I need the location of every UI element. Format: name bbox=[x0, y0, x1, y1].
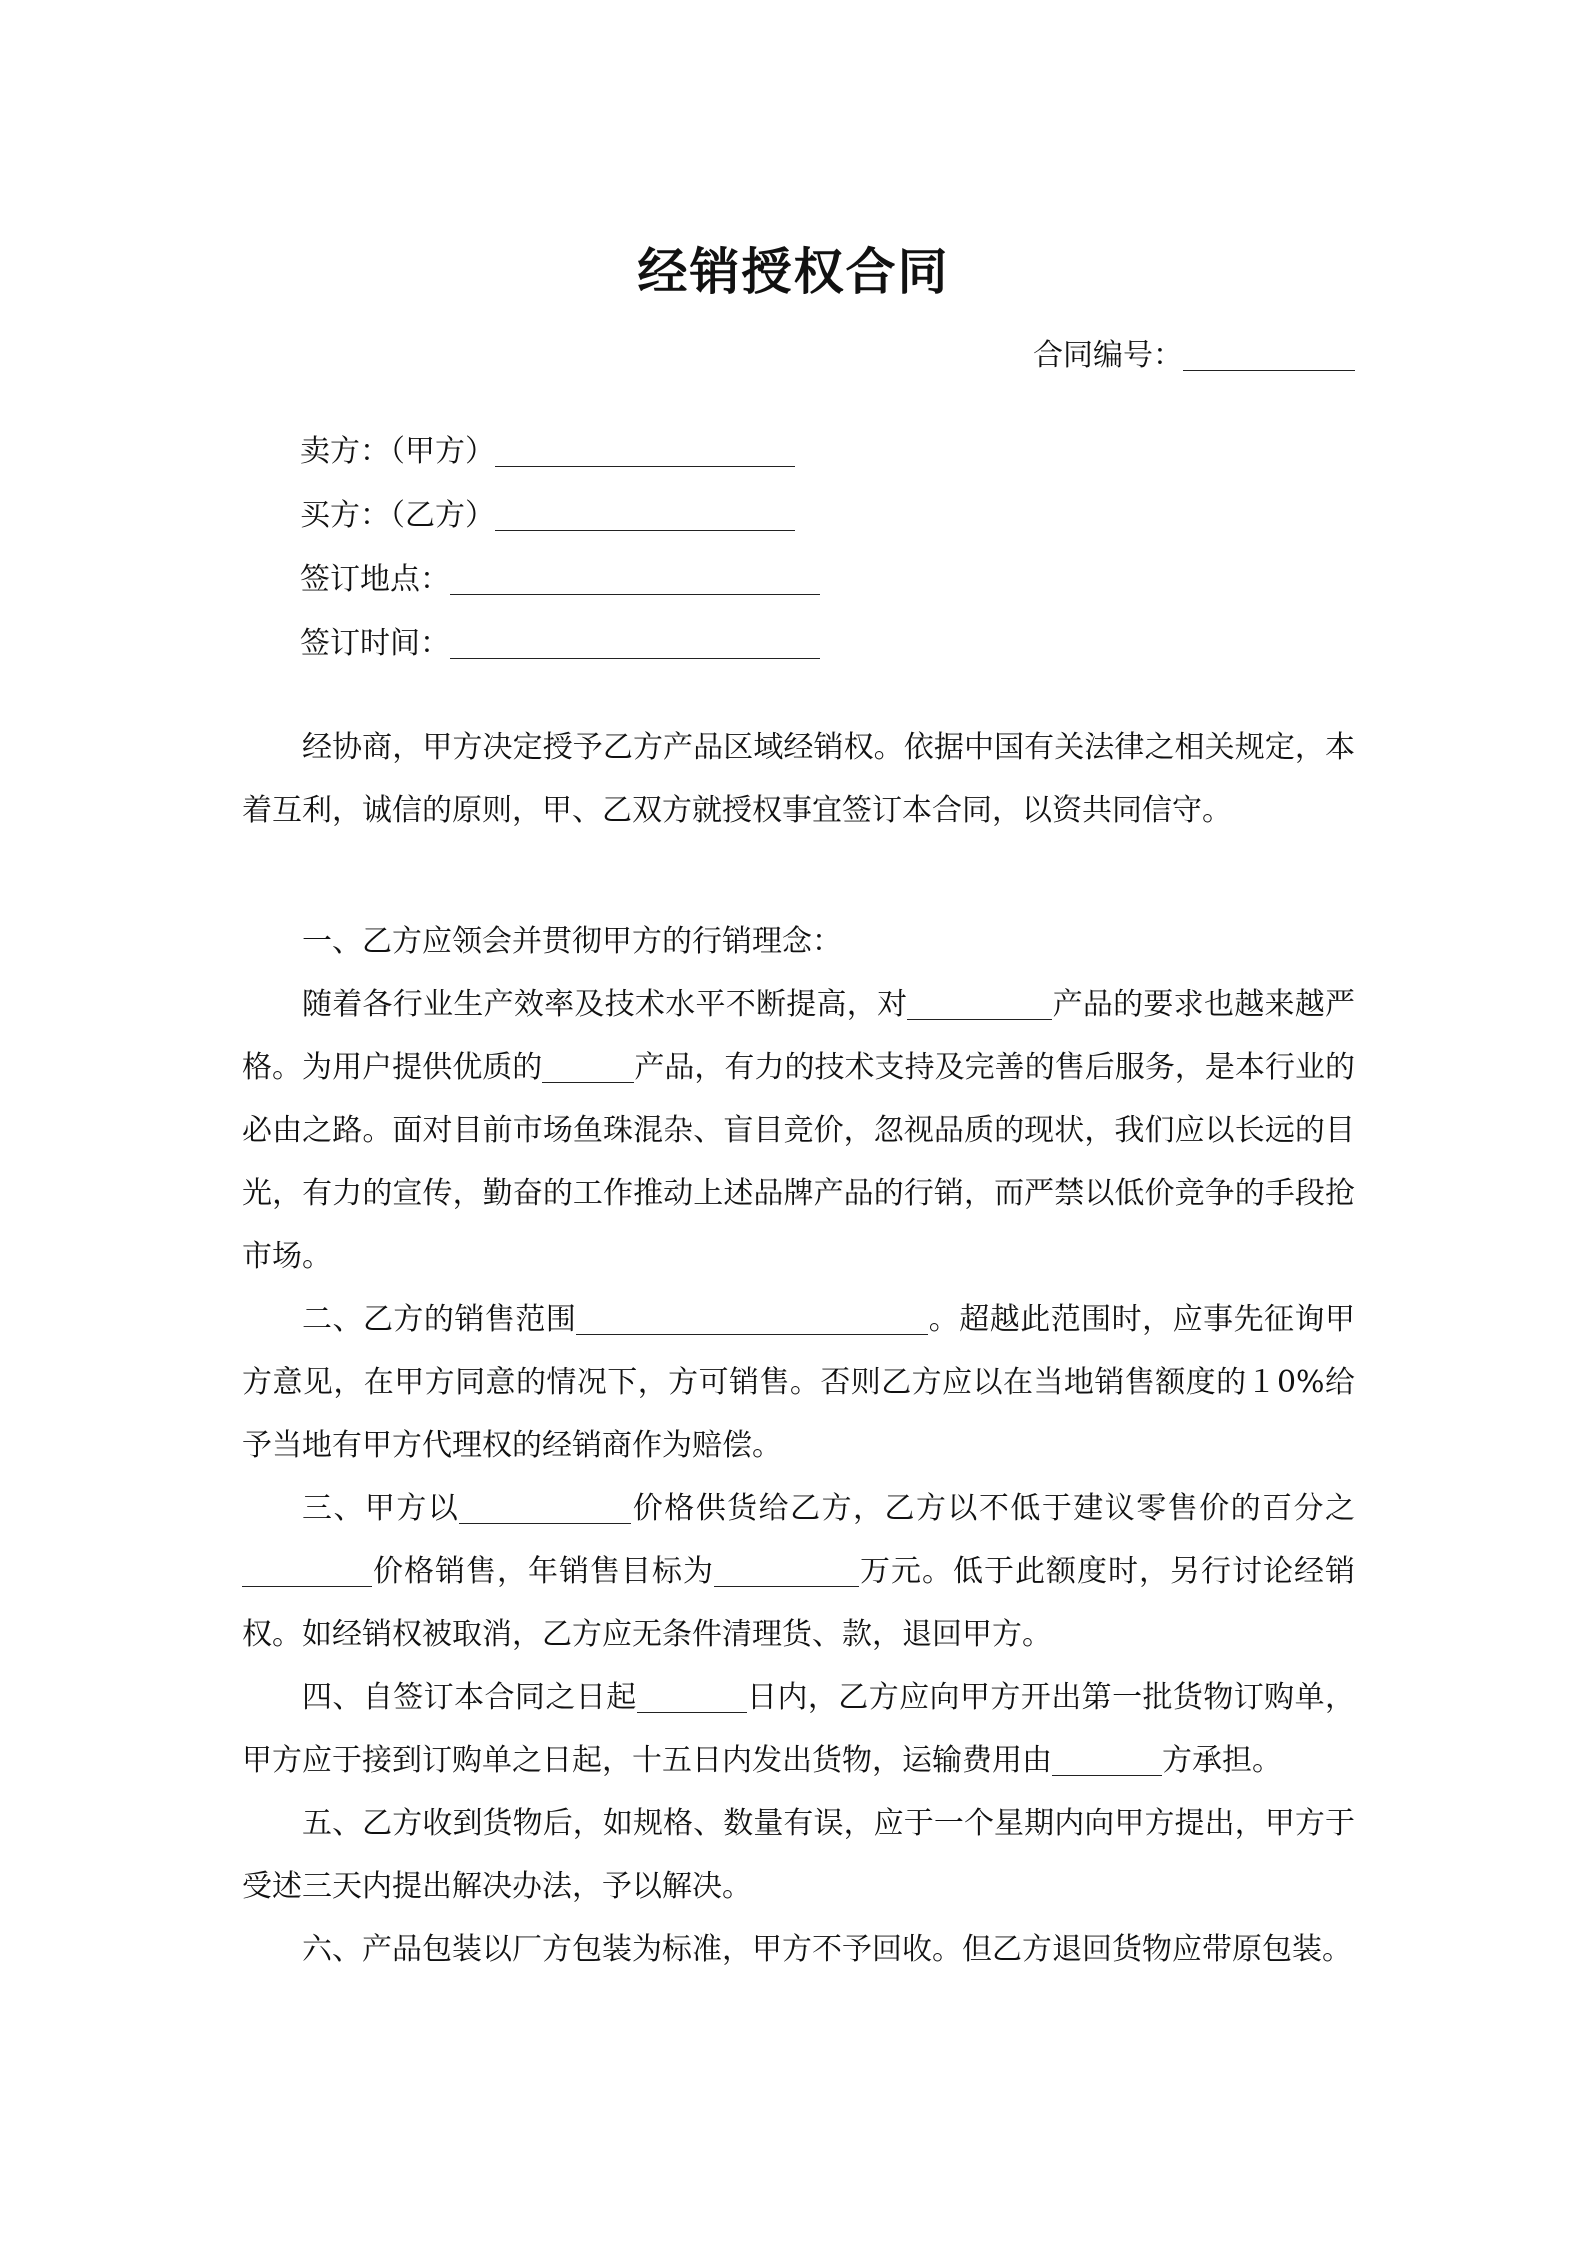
supply-price-blank bbox=[459, 1493, 631, 1524]
clause-4-text-b: 日内，乙方应向甲方开出第一批货物订购单，甲方应于接到订购单之日起，十五日内发出货物，运输费用由 bbox=[242, 1680, 1356, 1778]
contract-number-row bbox=[1033, 330, 1355, 374]
clause-3-text-d: 万元。低于此额度时，另行讨论经销权。如经销权被取消，乙方应无条件清理货、款，退回甲方。 bbox=[242, 1554, 1355, 1652]
sign-place-blank bbox=[450, 564, 820, 595]
freight-party-blank bbox=[1052, 1745, 1162, 1776]
clause-6-paragraph: 六、产品包装以厂方包装为标准，甲方不予回收。但乙方退回货物应带原包装。 bbox=[302, 1932, 1352, 1967]
clause-1-text-b: 产品的要求也越来越严格。为用户提供优质的 bbox=[242, 987, 1356, 1085]
clause-1-paragraph bbox=[242, 973, 1355, 1288]
clause-1-text-c: 产品，有力的技术支持及完善的售后服务，是本行业的必由之路。面对目前市场鱼珠混杂、盲目竞价，忽视品质的现状，我们应以长远的目光，有力的宣传，勤奋的工作推动上述品牌产品的行销，而严禁以低价竞争的手段抢市场。 bbox=[242, 1050, 1356, 1274]
sign-place-label: 签订地点： bbox=[300, 562, 450, 597]
order-days-blank bbox=[637, 1682, 747, 1713]
product-name-blank bbox=[907, 989, 1052, 1020]
buyer-label: 买方：（乙方） bbox=[300, 498, 495, 533]
clause-1-heading: 一、乙方应领会并贯彻甲方的行销理念： bbox=[302, 924, 842, 959]
clause-3-text-c: 价格销售，年销售目标为 bbox=[372, 1554, 714, 1589]
contract-body bbox=[242, 716, 1355, 1981]
clause-3-paragraph bbox=[242, 1477, 1355, 1666]
product-quality-blank bbox=[542, 1052, 634, 1083]
sign-time-row bbox=[300, 618, 820, 662]
contract-number-label: 合同编号： bbox=[1033, 338, 1183, 373]
clause-2-paragraph bbox=[242, 1288, 1355, 1477]
sign-place-row bbox=[300, 554, 820, 598]
buyer-row bbox=[300, 490, 795, 534]
clause-5-paragraph: 五、乙方收到货物后，如规格、数量有误，应于一个星期内向甲方提出，甲方于受述三天内提出解决办法，予以解决。 bbox=[242, 1806, 1355, 1904]
sales-target-blank bbox=[714, 1556, 859, 1587]
seller-row bbox=[300, 426, 795, 470]
clause-1-text-a: 随着各行业生产效率及技术水平不断提高，对 bbox=[302, 987, 908, 1022]
clause-3-text-a: 三、甲方以 bbox=[302, 1491, 460, 1526]
clause-3-text-b: 价格供货给乙方，乙方以不低于建议零售价的百分之 bbox=[631, 1491, 1356, 1526]
intro-paragraph: 经协商，甲方决定授予乙方产品区域经销权。依据中国有关法律之相关规定，本着互利，诚信的原则，甲、乙双方就授权事宜签订本合同，以资共同信守。 bbox=[242, 730, 1355, 828]
clause-4-paragraph bbox=[242, 1666, 1355, 1792]
document-title: 经销授权合同 bbox=[637, 243, 950, 301]
seller-label: 卖方：（甲方） bbox=[300, 434, 495, 469]
clause-2-text-b: 。超越此范围时，应事先征询甲方意见，在甲方同意的情况下，方可销售。否则乙方应以在当地销售额度的１0%给予当地有甲方代理权的经销商作为赔偿。 bbox=[242, 1302, 1356, 1463]
sign-time-label: 签订时间： bbox=[300, 626, 450, 661]
clause-4-text-a: 四、自签订本合同之日起 bbox=[302, 1680, 637, 1715]
clause-2-text-a: 二、乙方的销售范围 bbox=[302, 1302, 577, 1337]
contract-number-blank bbox=[1183, 340, 1355, 371]
seller-blank bbox=[495, 436, 795, 467]
retail-percent-blank bbox=[242, 1556, 372, 1587]
sales-area-blank bbox=[576, 1304, 928, 1335]
sign-time-blank bbox=[450, 628, 820, 659]
clause-4-text-c: 方承担。 bbox=[1162, 1743, 1282, 1778]
buyer-blank bbox=[495, 500, 795, 531]
